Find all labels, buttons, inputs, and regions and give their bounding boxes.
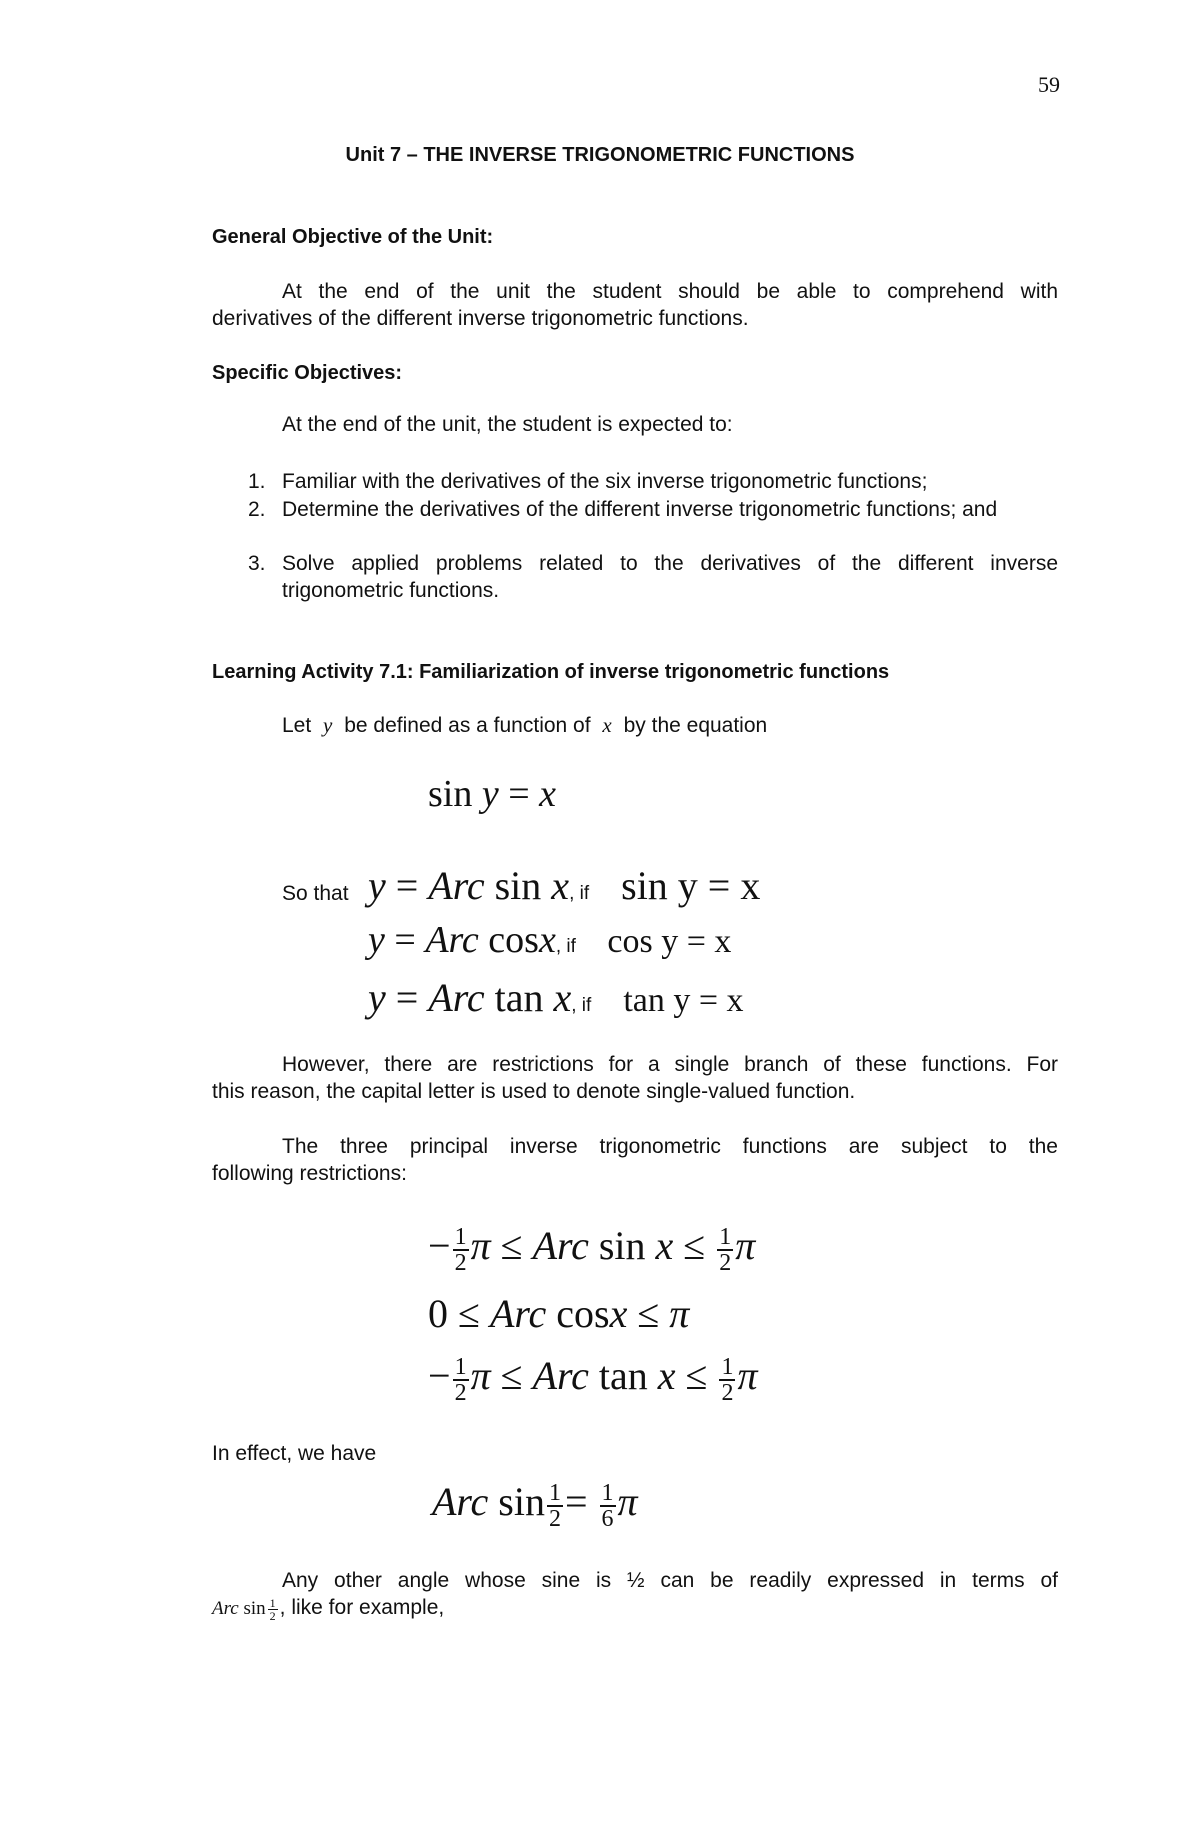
- definition-arcsin-condition: sin y = x: [621, 863, 761, 908]
- definition-arctan-condition: tan y = x: [623, 982, 744, 1019]
- example-equation: Arc sin $\frac{1}{2}$ = $\frac{1}{6}$ π: [432, 1479, 638, 1532]
- definition-arcsin: y = Arc sin x, if sin y = x: [368, 863, 761, 908]
- general-objective-line-1: At the end of the unit the student should be able to comprehend with: [282, 280, 1058, 303]
- any-other-angle-paragraph: Any other angle whose sine is ½ can be readily expressed in terms of Arc sin $\frac{1}{2}$ , like for example,: [212, 1569, 1058, 1624]
- page-number: 59: [1038, 72, 1060, 97]
- objective-item-2: 2. Determine the derivatives of the different inverse trigonometric functions; and: [248, 498, 998, 521]
- general-objective-heading: General Objective of the Unit:: [212, 226, 494, 248]
- objective-item-1: 1. Familiar with the derivatives of the six inverse trigonometric functions;: [248, 470, 928, 493]
- in-effect-label: In effect, we have: [212, 1442, 377, 1465]
- three-principal-paragraph: The three principal inverse trigonometric functions are subject to the following restrictions:: [212, 1135, 1058, 1185]
- objective-item-3: 3. Solve applied problems related to the derivatives of the different inverse trigonometric functions.: [248, 552, 1058, 602]
- so-that-label: So that: [282, 882, 349, 905]
- main-equation: sin y = x: [428, 773, 557, 815]
- restriction-arctan: − $\frac{1}{2}$ π ≤ Arc tan x ≤ $\frac{1}{2}$ π: [428, 1353, 758, 1406]
- specific-objectives-heading: Specific Objectives:: [212, 362, 403, 384]
- general-objective-line-2: derivatives of the different inverse trigonometric functions.: [212, 307, 749, 330]
- restriction-arccos: 0 ≤ Arc cosx ≤ π: [428, 1291, 690, 1336]
- definition-arctan: y = Arc tan x, if tan y = x: [368, 975, 744, 1020]
- definition-arccos-condition: cos y = x: [607, 923, 732, 960]
- activity-heading: Learning Activity 7.1: Familiarization of inverse trigonometric functions: [212, 661, 890, 683]
- specific-objectives-intro: At the end of the unit, the student is expected to:: [282, 413, 733, 436]
- page-title: Unit 7 – THE INVERSE TRIGONOMETRIC FUNCTIONS: [345, 144, 855, 166]
- general-objective-text: [212, 278, 1058, 332]
- let-sentence: Let y be defined as a function of x by the equation: [282, 713, 768, 737]
- however-paragraph: However, there are restrictions for a single branch of these functions. For this reason, the capital letter is used to denote single-valued function.: [212, 1053, 1058, 1103]
- definition-arccos: y = Arc cosx, if cos y = x: [368, 919, 732, 961]
- restriction-arcsin: − $\frac{1}{2}$ π ≤ Arc sin x ≤ $\frac{1}{2}$ π: [428, 1223, 756, 1276]
- arcsin-half-inline: Arc sin $\frac{1}{2}$: [212, 1596, 276, 1624]
